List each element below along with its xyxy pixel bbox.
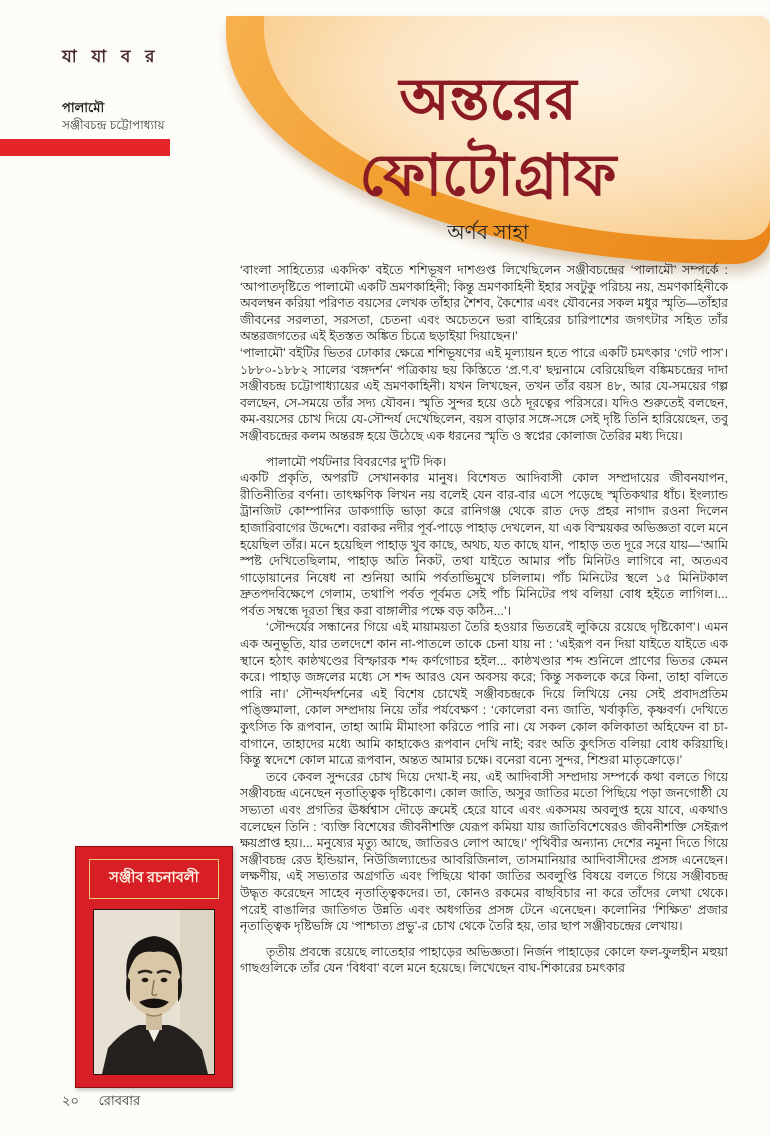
page-number: ২০ (62, 1093, 79, 1108)
article-paragraph: ‘পালামৌ’ বইটির ভিতর ঢোকার ক্ষেত্রে শশিভূষণের এই মূল্যায়ন হতে পারে একটি চমৎকার ‘গেট পাস’। ১৮৮০-১৮৮২ সালের ‘বঙ্গদর্শন’ পত্রিকায় ছয় কিস্তিতে ‘প্র.ণ.ব’ ছদ্মনামে বেরিয়েছিল বঙ্কিমচন্দ্রের দাদা সঞ্জীবচন্দ্র চট্টোপাধ্যায়ের এই ভ্রমণকাহিনী। যখন লিখছেন, তখন তাঁর বয়স ৪৮, আর যে-সময়ের গল্প বলছেন, সে-সময়ে তাঁর সদ্য যৌবন। স্মৃতি সুন্দর হয়ে ওঠে দূরত্বের পরিসরে। যদিও শুরুতেই বলছেন, কম-বয়সের চোখ দিয়ে যে-সৌন্দর্য দেখেছিলেন, বয়স বাড়ার সঙ্গে-সঙ্গে সেই দৃষ্টি তিনি হারিয়েছেন, তবু সঞ্জীবচন্দ্রের কলম অন্তরঙ্গ হয়ে উঠেছে এক ধরনের স্মৃতি ও স্বপ্নের কোলাজ তৈরির মধ্য দিয়ে। (240, 345, 728, 443)
book-cover (75, 846, 233, 1088)
article-paragraph: ‘বাংলা সাহিত্যের একদিক’ বইতে শশিভূষণ দাশগুপ্ত লিখেছিলেন সঞ্জীবচন্দ্রের ‘পালামৌ’ সম্পর্কে : ‘আপাতদৃষ্টিতে পালামৌ একটি ভ্রমণকাহিনী; কিন্তু ভ্রমণকাহিনী ইহার সবটুকু পরিচয় নয়, ভ্রমণকাহিনীকে অবলম্বন করিয়া পরিণত বয়সের লেখক তাঁহার শৈশব, কৈশোর এবং যৌবনের সকল মধুর স্মৃতি—তাঁহার জীবনের সরলতা, সরসতা, চেতনা এবং অচেতনে ভরা বাহিরের চারিপাশের জগৎটার সহিত তাঁর অন্তরজগতের এই ইতস্তত অঙ্কিত চিত্রে ছড়াইয়া দিয়াছেন।’ (240, 263, 728, 344)
article-paragraph: তৃতীয় প্রবন্ধে রয়েছে লাতেহার পাহাড়ের অভিজ্ঞতা। নির্জন পাহাড়ের কোলে ফল-ফুলহীন মহুয়া গাছগুলিকে তাঁর যেন ‘বিধবা’ বলে মনে হয়েছে। লিখেছেন বাঘ-শিকারের চমৎকার (240, 944, 728, 976)
article-paragraph: ‘সৌন্দর্যের সন্ধানের গিয়ে এই মায়াময়তা তৈরি হওয়ার ভিতরেই লুকিয়ে রয়েছে দৃষ্টিকোণ’। এমন এক অনুভূতি, যার তলদেশে কান না-পাতলে তাকে চেনা যায় না : ‘এইরূপ বন দিয়া যাইতে যাইতে এক স্থানে হঠাৎ কাষ্ঠখণ্ডের বিস্ফারক শব্দ কর্ণগোচর হইল... কাষ্ঠখণ্ডার শব্দ শুনিলে প্রাণের ভিতর কেমন করে। পাহাড় জঙ্গলের মধ্যে সে শব্দ আরও যেন অবসয় করে; কিন্তু সকলকে করে কিনা, তাহা বলিতে পারি না।’ সৌন্দর্যদর্শনের এই বিশেষ চোখেই সঞ্জীবচন্দ্রকে দিয়ে লিখিয়ে নেয় সেই প্রবাদপ্রতিম পঙ্ক্তিমালা, কোল সম্প্রদায় নিয়ে তাঁর পর্যবেক্ষণ : ‘কোলেরা বন্য জাতি, খর্বাকৃতি, কৃষ্ণবর্ণ। দেখিতে কুৎসিত কি রূপবান, তাহা আমি মীমাংসা করিতে পারি না। যে সকল কোল কলিকাতা অহিফেন বা চা-বাগানে, তাহাদের মধ্যে আমি কাহাকেও রূপবান দেখি নাই; বরং অতি কুৎসিত বলিয়া বোধ করিয়াছি। কিন্তু স্বদেশে কোল মাত্রে রূপবান, অন্তত আমার চক্ষে। বনেরা বন্যে সুন্দর, শিশুরা মাতৃক্রোড়ে।’ (240, 620, 728, 768)
article-paragraph: তবে কেবল সুন্দরের চোখ দিয়ে দেখা-ই নয়, এই আদিবাসী সম্প্রদায় সম্পর্কে কথা বলতে গিয়ে সঞ্জীবচন্দ্র এনেছেন নৃতাত্ত্বিক দৃষ্টিকোণ। কোল জাতি, অসুর জাতির মতো পিছিয়ে পড়া জনগোষ্ঠী যে সভ্যতা এবং প্রগতির ঊর্ধ্বশ্বাস দৌড়ে ক্রমেই হেরে যাবে এবং একসময় অবলুপ্ত হয়ে যাবে, একথাও বলেছেন তিনি : ‘ব্যক্তি বিশেষের জীবনীশক্তি যেরূপ কমিয়া যায় জাতিবিশেষেরও জীবনীশক্তি সেইরূপ ক্ষয়প্রাপ্ত হয়।... মনুষ্যের মৃত্যু আছে, জাতিরও লোপ আছে।’ পৃথিবীর অন্যান্য দেশের নমুনা দিতে গিয়ে সঞ্জীবচন্দ্র রেড ইন্ডিয়ান, নিউজিল্যান্ডের আবরিজিনাল, তাসমানিয়ার আদিবাসীদের প্রসঙ্গ এনেছেন। লক্ষণীয়, এই সভ্যতার অগ্রগতি এবং পিছিয়ে থাকা জাতির অবলুপ্তি বিষয়ে বলতে গিয়ে সঞ্জীবচন্দ্র উদ্ধৃত করেছেন সাহেব নৃতাত্ত্বিকদের। তা, কোনও রকমের বাছবিচার না করে তাঁদের লেখা থেকে। পরেই বাঙালির জাতিগত উন্নতি এবং অধগতির প্রসঙ্গ টেনে এনেছেন। কলোনির ‘শিক্ষিত’ প্রজার নৃতাত্ত্বিক দৃষ্টিভঙ্গি যে ‘পাশ্চাত্য প্রভু’-র চোখ থেকে তৈরি হয়, তার ছাপ সঞ্জীবচন্দ্রের লেখায়। (240, 769, 728, 934)
article-title-line1: অন্তরের (399, 67, 577, 132)
page-footer (62, 1092, 140, 1113)
article-paragraph: একটি প্রকৃতি, অপরটি সেখানকার মানুষ। বিশেষত আদিবাসী কোল সম্প্রদায়ের জীবনযাপন, রীতিনীতির বর্ণনা। তাৎক্ষণিক লিখন নয় বলেই যেন বার-বার এসে পড়েছে স্মৃতিকথার ধাঁচ। ইংল্যান্ড ট্রানজিট কোম্পানির ডাকগাড়ি ভাড়া করে রানিগঞ্জ থেকে রাত দেড় প্রহর নাগাদ রওনা দিলেন হাজারিবাগের উদ্দেশে। বরাকর নদীর পূর্ব-পাড়ে পাহাড় দেখলেন, যা এক বিস্ময়কর অভিজ্ঞতা বলে মনে হয়েছিল তাঁর। মনে হয়েছিল পাহাড় খুব কাছে, অথচ, যত কাছে যান, পাহাড় তত দূরে সরে যায়—‘আমি স্পষ্ট দেখিতেছিলাম, পাহাড় অতি নিকট, তথা যাইতে আমার পাঁচ মিনিটও লাগিবে না, অতএব গাড়োয়ানের নিষেধ না শুনিয়া আমি পর্বতাভিমুখে চলিলাম। পাঁচ মিনিটের স্থলে ১৫ মিনিটকাল দ্রুতপদবিক্ষেপে গেলাম, তথাপি পর্বত পূর্বমত সেই পাঁচ মিনিটের পথ বলিয়া বোধ হইতে লাগিল।... পর্বত সম্বন্ধে দূরতা স্থির করা বাঙ্গালীর পক্ষে বড় কঠিন...’। (240, 471, 728, 618)
article-title-line2: ফোটোগ্রাফ (359, 143, 617, 208)
book-cover-title: সঞ্জীব রচনাবলী (109, 870, 199, 886)
article-title (318, 62, 658, 214)
portrait-drawing (94, 910, 214, 1074)
magazine-name: রোববার (98, 1093, 141, 1108)
article-body (240, 262, 728, 1102)
red-rule-divider (0, 139, 170, 156)
portrait-illustration (93, 909, 215, 1075)
masthead: যা যা ব র (62, 47, 160, 66)
book-cover-title-box (89, 859, 219, 899)
column-title: পালামৌ (62, 100, 105, 115)
article-author: অর্ণব সাহা (447, 222, 529, 244)
article-paragraph: পালামৌ পর্যটনার বিবরণের দু’টি দিক। (266, 454, 447, 469)
column-author: সঞ্জীবচন্দ্র চট্টোপাধ্যায় (62, 118, 165, 132)
